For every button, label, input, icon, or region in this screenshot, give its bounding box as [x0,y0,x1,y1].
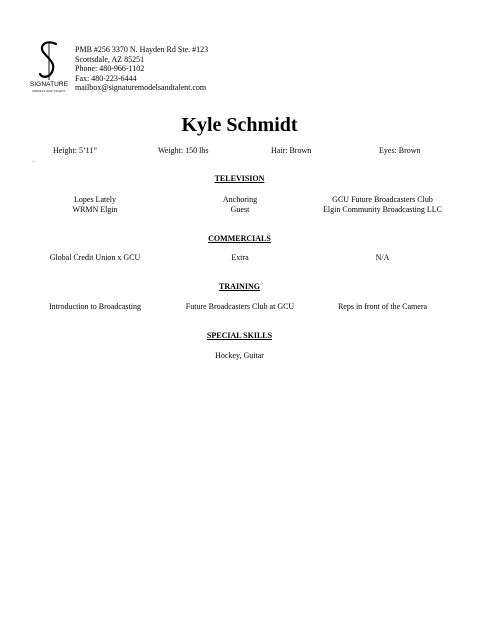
section-heading-commercials: COMMERCIALS [208,234,271,243]
agency-phone: Phone: 480-966-1102 [75,64,145,74]
section-heading-training: TRAINING [219,282,260,291]
section-heading-television: TELEVISION [214,174,265,183]
credit-role: Guest [230,205,250,214]
training-notes: Reps in front of the Camera [337,302,428,311]
talent-name: Kyle Schmidt [181,114,298,136]
credit-company: Elgin Community Broadcasting LLC [323,205,442,214]
stat-height: Height: 5’11” [53,146,97,155]
agency-contact [75,45,208,93]
stray-mark: . [33,158,35,164]
special-skills-list: Hockey, Guitar [215,351,264,360]
agency-address-line1: PMB #256 3370 N. Hayden Rd Ste. #123 [75,45,209,54]
signature-s-icon [30,40,70,82]
credit-company: GCU Future Broadcasters Club [332,195,433,204]
credit-company: N/A [375,253,390,262]
stat-hair: Hair: Brown [271,146,312,155]
training-provider: Future Broadcasters Club at GCU [185,302,295,311]
logo-wordmark: SIGNATURE [29,81,69,88]
stat-weight: Weight: 150 lbs [158,146,209,155]
agency-address-line2: Scottsdale, AZ 85251 [75,54,145,64]
logo-tagline: MODELS AND TALENT [32,89,66,93]
agency-fax: Fax: 480-223-6444 [75,73,137,83]
credit-title: WRMN Elgin [72,205,118,214]
credit-role: Extra [231,253,249,262]
section-heading-special-skills: SPECIAL SKILLS [206,331,273,340]
credit-role: Anchoring [222,195,258,204]
credit-title: Lopes Lately [74,195,116,204]
credit-title: Global Credit Union x GCU [49,253,141,262]
stat-eyes: Eyes: Brown [379,146,421,155]
training-course: Introduction to Broadcasting [49,302,141,311]
agency-email: mailbox@signaturemodelsandtalent.com [75,83,207,93]
